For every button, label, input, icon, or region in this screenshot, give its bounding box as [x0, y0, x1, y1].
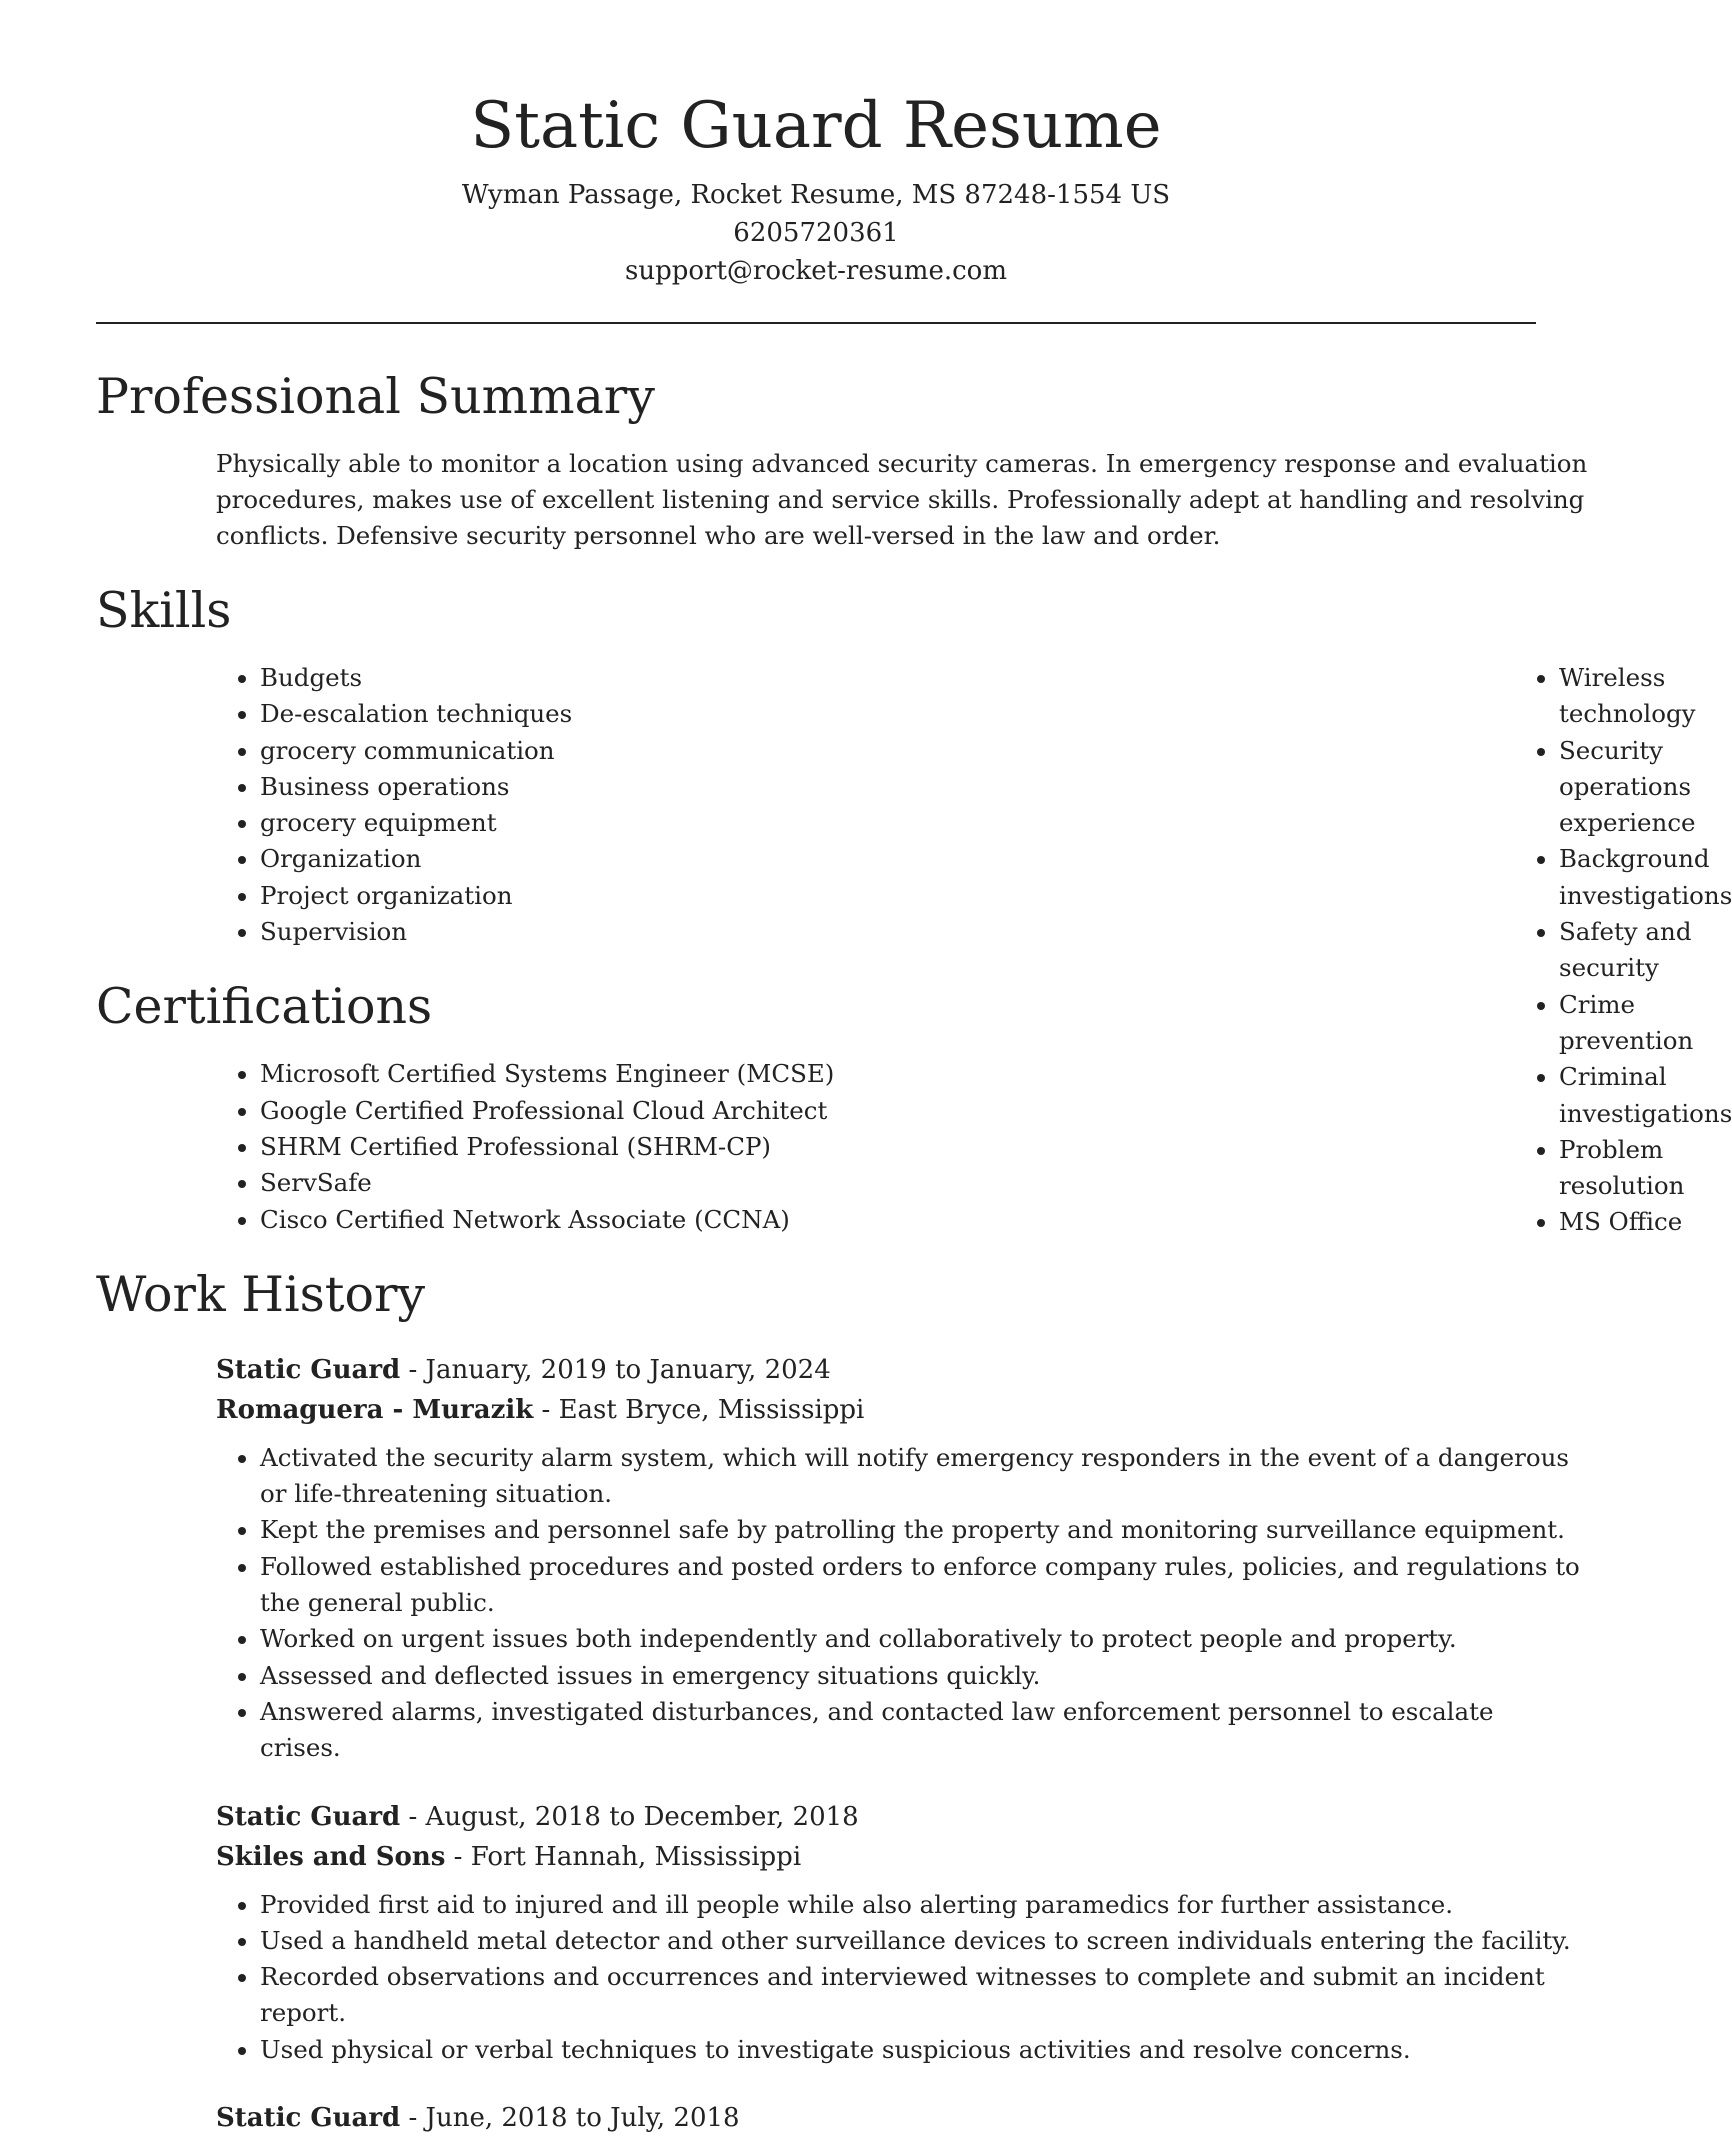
job-duty-item: • Answered alarms, investigated disturbances, and contacted law enforcement personnel to escalate crises.	[260, 1694, 1580, 1767]
job-dates: - January, 2019 to January, 2024	[400, 1354, 831, 1385]
skill-item: • Background investigations	[1559, 841, 1732, 914]
job-company-line	[216, 1837, 1536, 1877]
job-entry	[216, 2098, 1536, 2138]
skill-item: • Safety and security	[1559, 914, 1732, 987]
job-title: Static Guard	[216, 2103, 401, 2134]
resume-title: Static Guard Resume	[470, 89, 1162, 163]
contact-phone: 6205720361	[733, 218, 899, 248]
certifications-section	[96, 976, 1536, 1237]
skill-item: • Business operations	[260, 769, 746, 805]
summary-text: Physically able to monitor a location using advanced security cameras. In emergency response and evaluation procedures, makes use of excellent listening and service skills. Professionally adept at handling and resolving conflicts. Defensive security personnel who are well-versed in the law and order.	[216, 449, 1588, 550]
header-divider	[96, 322, 1536, 324]
skill-item: • MS Office	[1559, 1204, 1732, 1240]
certification-item: • Google Certified Professional Cloud Architect	[260, 1093, 1536, 1129]
skill-item: • Organization	[260, 841, 746, 877]
job-company: Skiles and Sons	[216, 1841, 446, 1872]
contact-address: Wyman Passage, Rocket Resume, MS 87248-1554 US	[461, 180, 1171, 210]
job-title-line	[216, 2098, 1536, 2138]
contact-info	[96, 176, 1536, 290]
certification-item: • Microsoft Certified Systems Engineer (MCSE)	[260, 1056, 1536, 1092]
work-history-section	[96, 1264, 1580, 2138]
resume-header	[96, 0, 1536, 290]
certifications-list	[96, 1056, 1536, 1237]
job-dates: - June, 2018 to July, 2018	[400, 2103, 740, 2134]
job-title: Static Guard	[216, 1354, 401, 1385]
job-dates: - August, 2018 to December, 2018	[400, 1801, 859, 1832]
job-company-line	[216, 1390, 1536, 1430]
job-title-line	[216, 1350, 1536, 1390]
job-duty-item: • Recorded observations and occurrences and interviewed witnesses to complete and submit an incident report.	[260, 1959, 1580, 2032]
summary-heading: Professional Summary	[96, 368, 655, 425]
contact-email: support@rocket-resume.com	[624, 256, 1007, 286]
job-duty-item: • Used a handheld metal detector and other surveillance devices to screen individuals entering the facility.	[260, 1923, 1580, 1959]
job-location: - Fort Hannah, Mississippi	[445, 1841, 802, 1872]
skill-item: • Budgets	[260, 660, 746, 696]
work-history-heading: Work History	[96, 1265, 426, 1323]
job-title-line	[216, 1797, 1536, 1837]
skill-item: • grocery equipment	[260, 805, 746, 841]
skill-item: • Crime prevention	[1559, 987, 1732, 1060]
job-duty-item: • Used physical or verbal techniques to investigate suspicious activities and resolve concerns.	[260, 2032, 1580, 2068]
skill-item: • De-escalation techniques	[260, 696, 746, 732]
job-duty-item: • Kept the premises and personnel safe by patrolling the property and monitoring surveillance equipment.	[260, 1512, 1580, 1548]
skill-item: • Wireless technology	[1559, 660, 1732, 733]
job-duty-item: • Activated the security alarm system, which will notify emergency responders in the event of a dangerous or life-threatening situation.	[260, 1440, 1580, 1513]
certification-item: • Cisco Certified Network Associate (CCNA)	[260, 1202, 1536, 1238]
job-duties-list	[216, 1440, 1580, 1767]
job-duty-item: • Worked on urgent issues both independently and collaboratively to protect people and property.	[260, 1621, 1580, 1657]
job-duty-item: • Assessed and deflected issues in emergency situations quickly.	[260, 1658, 1580, 1694]
resume-page	[96, 0, 1732, 2138]
skill-item: • Supervision	[260, 914, 746, 950]
job-company: Romaguera - Murazik	[216, 1394, 534, 1425]
summary-section	[96, 366, 1588, 554]
skill-item: • Problem resolution	[1559, 1132, 1732, 1205]
skill-item: • Project organization	[260, 878, 746, 914]
job-duties-list	[216, 1887, 1580, 2068]
job-duty-item: • Provided first aid to injured and ill people while also alerting paramedics for further assistance.	[260, 1887, 1580, 1923]
job-title: Static Guard	[216, 1801, 401, 1832]
skill-item: • grocery communication	[260, 733, 746, 769]
skills-list-left	[96, 660, 746, 950]
job-entry	[216, 1350, 1580, 1767]
job-location: - East Bryce, Mississippi	[533, 1394, 865, 1425]
certification-item: • ServSafe	[260, 1165, 1536, 1201]
certifications-heading: Certifications	[96, 978, 433, 1036]
job-duty-item: • Followed established procedures and posted orders to enforce company rules, policies, and regulations to the general public.	[260, 1549, 1580, 1622]
job-entry	[216, 1797, 1571, 2068]
skill-item: • Criminal investigations	[1559, 1059, 1732, 1132]
skills-heading: Skills	[96, 582, 232, 639]
certification-item: • SHRM Certified Professional (SHRM-CP)	[260, 1129, 1536, 1165]
skill-item: • Security operations experience	[1559, 733, 1732, 842]
skills-list-right	[1559, 660, 1732, 1241]
